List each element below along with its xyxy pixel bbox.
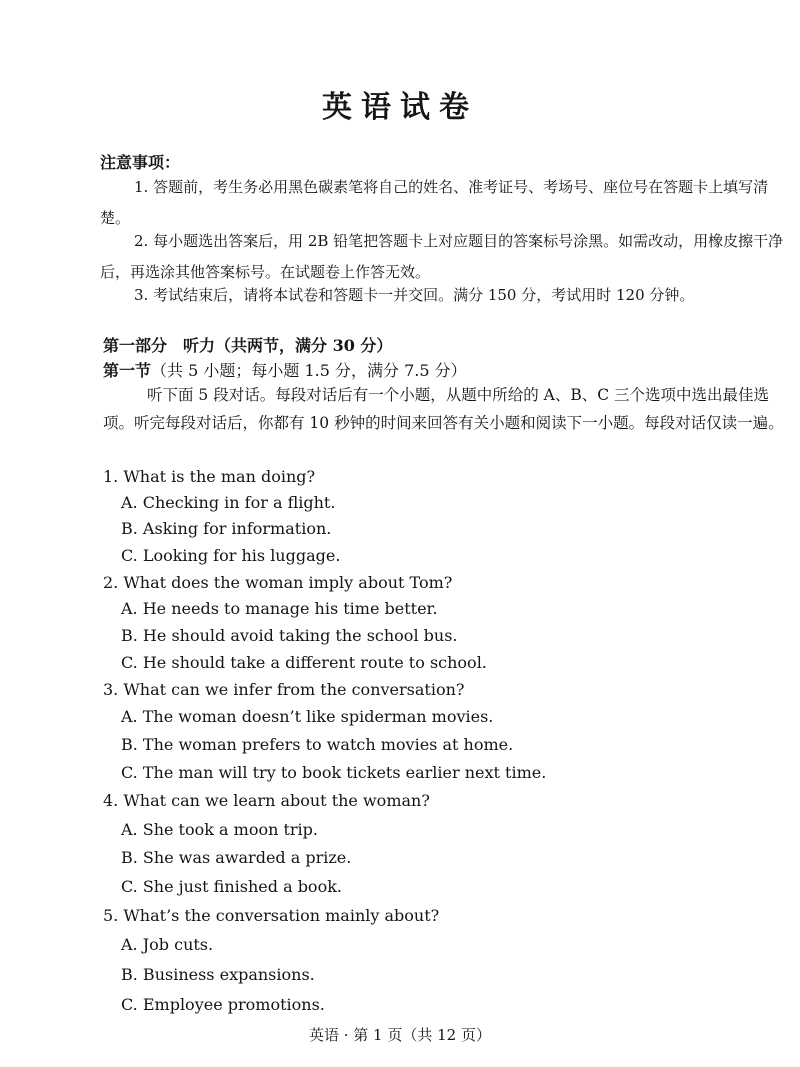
answer-option: C. Employee promotions. — [121, 995, 325, 1014]
answer-option: A. The woman doesn’t like spiderman movies. — [121, 707, 494, 726]
answer-option: B. Asking for information. — [121, 519, 332, 538]
section-instructions: 听下面 5 段对话。每段对话后有一个小题，从题中所给的 A、B、C 三个选项中选出最佳选项。听完每段对话后，你都有 10 秒钟的时间来回答有关小题和阅读下一小题。每段对话仅读一遍。 — [103, 386, 784, 432]
question-stem: 2. What does the woman imply about Tom? — [103, 573, 453, 592]
answer-option: C. She just finished a book. — [121, 877, 342, 896]
note-item-3: 3. 考试结束后，请将本试卷和答题卡一并交回。满分 150 分，考试用时 120 分钟。 — [134, 286, 695, 304]
section-heading — [103, 358, 467, 381]
answer-option: A. Checking in for a flight. — [121, 493, 336, 512]
question-stem: 5. What’s the conversation mainly about? — [103, 906, 440, 925]
section-label: 第一节 — [103, 361, 152, 380]
answer-option: A. She took a moon trip. — [121, 820, 318, 839]
answer-option: C. He should take a different route to school. — [121, 653, 487, 672]
question-stem: 4. What can we learn about the woman? — [103, 791, 430, 810]
answer-option: B. Business expansions. — [121, 965, 315, 984]
question-stem: 1. What is the man doing? — [103, 467, 316, 486]
note-item-1: 1. 答题前，考生务必用黑色碳素笔将自己的姓名、准考证号、考场号、座位号在答题卡上填写清楚。 — [100, 178, 769, 227]
answer-option: B. The woman prefers to watch movies at home. — [121, 735, 514, 754]
answer-option: A. He needs to manage his time better. — [121, 599, 438, 618]
page-footer: 英语 · 第 1 页（共 12 页） — [308, 1026, 491, 1044]
part-heading: 第一部分 听力（共两节，满分 30 分） — [103, 336, 393, 355]
note-item-2: 2. 每小题选出答案后，用 2B 铅笔把答题卡上对应题目的答案标号涂黑。如需改动，用橡皮擦干净后，再选涂其他答案标号。在试题卷上作答无效。 — [100, 232, 784, 281]
notes-heading: 注意事项： — [100, 153, 181, 172]
question-stem: 3. What can we infer from the conversation? — [103, 680, 465, 699]
answer-option: B. He should avoid taking the school bus. — [121, 626, 458, 645]
answer-option: A. Job cuts. — [121, 935, 214, 954]
answer-option: C. The man will try to book tickets earlier next time. — [121, 763, 547, 782]
answer-option: B. She was awarded a prize. — [121, 848, 352, 867]
page-title: 英语试卷 — [322, 90, 478, 125]
answer-option: C. Looking for his luggage. — [121, 546, 341, 565]
section-desc: （共 5 小题；每小题 1.5 分，满分 7.5 分） — [151, 361, 467, 380]
